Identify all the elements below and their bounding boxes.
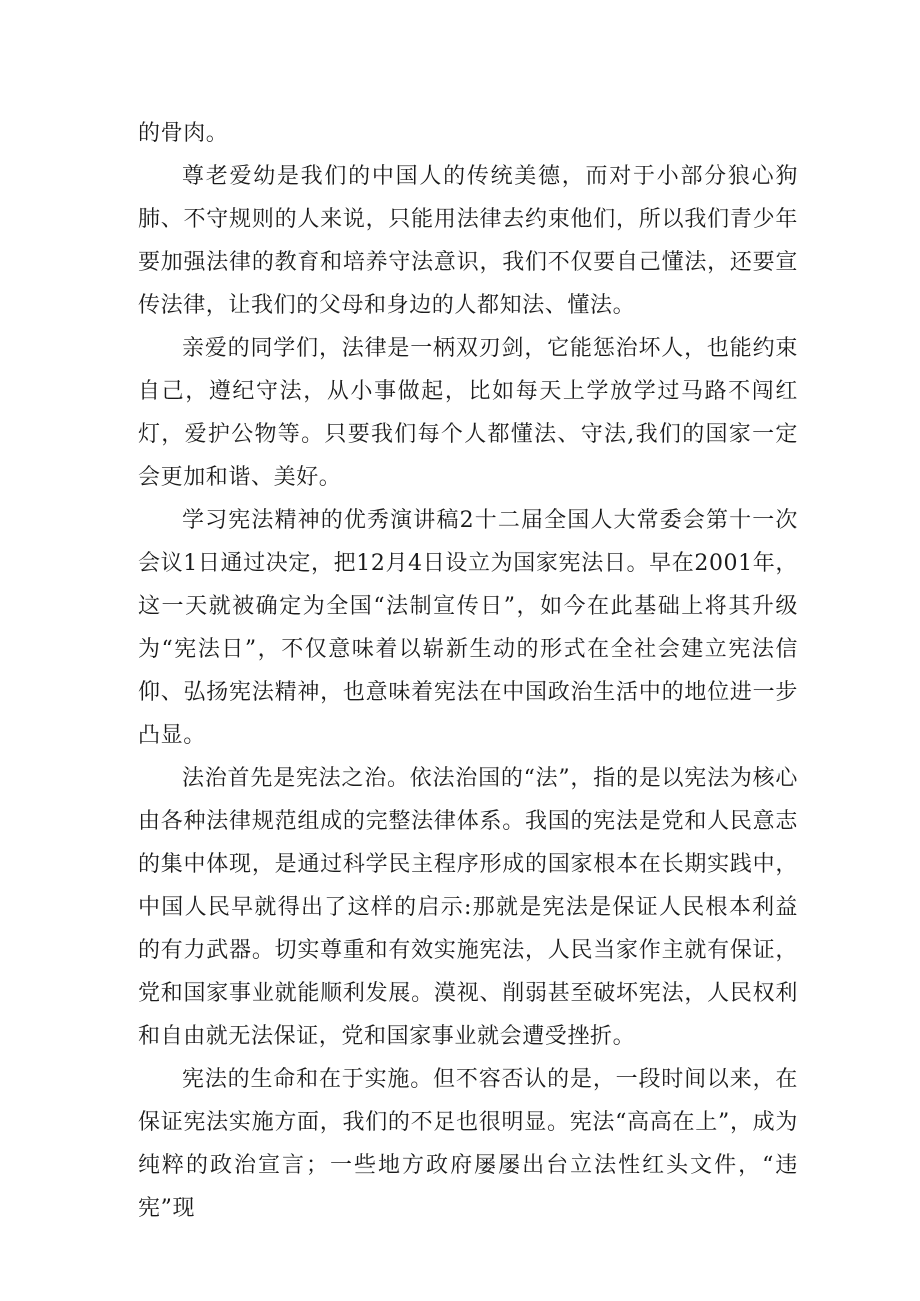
paragraph-3: 亲爱的同学们，法律是一柄双刃剑，它能惩治坏人，也能约束自己，遵纪守法，从小事做起，比如每天上学放学过马路不闯红灯，爱护公物等。只要我们每个人都懂法、守法,我们的国家一定会更加和谐、美好。 xyxy=(138,336,798,490)
paragraph-6: 宪法的生命和在于实施。但不容否认的是，一段时间以来，在保证宪法实施方面，我们的不足也很明显。宪法“高高在上”，成为纯粹的政治宣言；一些地方政府屡屡出台立法性红头文件，“违宪”现 xyxy=(138,1067,798,1221)
paragraph-5: 法治首先是宪法之治。依法治国的“法”，指的是以宪法为核心由各种法律规范组成的完整法律体系。我国的宪法是党和人民意志的集中体现，是通过科学民主程序形成的国家根本在长期实践中，中国人民早就得出了这样的启示:那就是宪法是保证人民根本利益的有力武器。切实尊重和有效实施宪法，人民当家作主就有保证，党和国家事业就能顺利发展。漠视、削弱甚至破坏宪法，人民权利和自由就无法保证，党和国家事业就会遭受挫折。 xyxy=(138,766,798,1049)
document-body xyxy=(138,112,798,1230)
paragraph-4: 学习宪法精神的优秀演讲稿2十二届全国人大常委会第十一次会议1日通过决定，把12月4日设立为国家宪法日。早在2001年，这一天就被确定为全国“法制宣传日”，如今在此基础上将其升级为“宪法日”，不仅意味着以崭新生动的形式在全社会建立宪法信仰、弘扬宪法精神，也意味着宪法在中国政治生活中的地位进一步凸显。 xyxy=(138,508,798,748)
paragraph-1: 的骨肉。 xyxy=(138,121,229,146)
paragraph-2: 尊老爱幼是我们的中国人的传统美德，而对于小部分狼心狗肺、不守规则的人来说，只能用法律去约束他们，所以我们青少年要加强法律的教育和培养守法意识，我们不仅要自己懂法，还要宣传法律，让我们的父母和身边的人都知法、懂法。 xyxy=(138,164,798,318)
